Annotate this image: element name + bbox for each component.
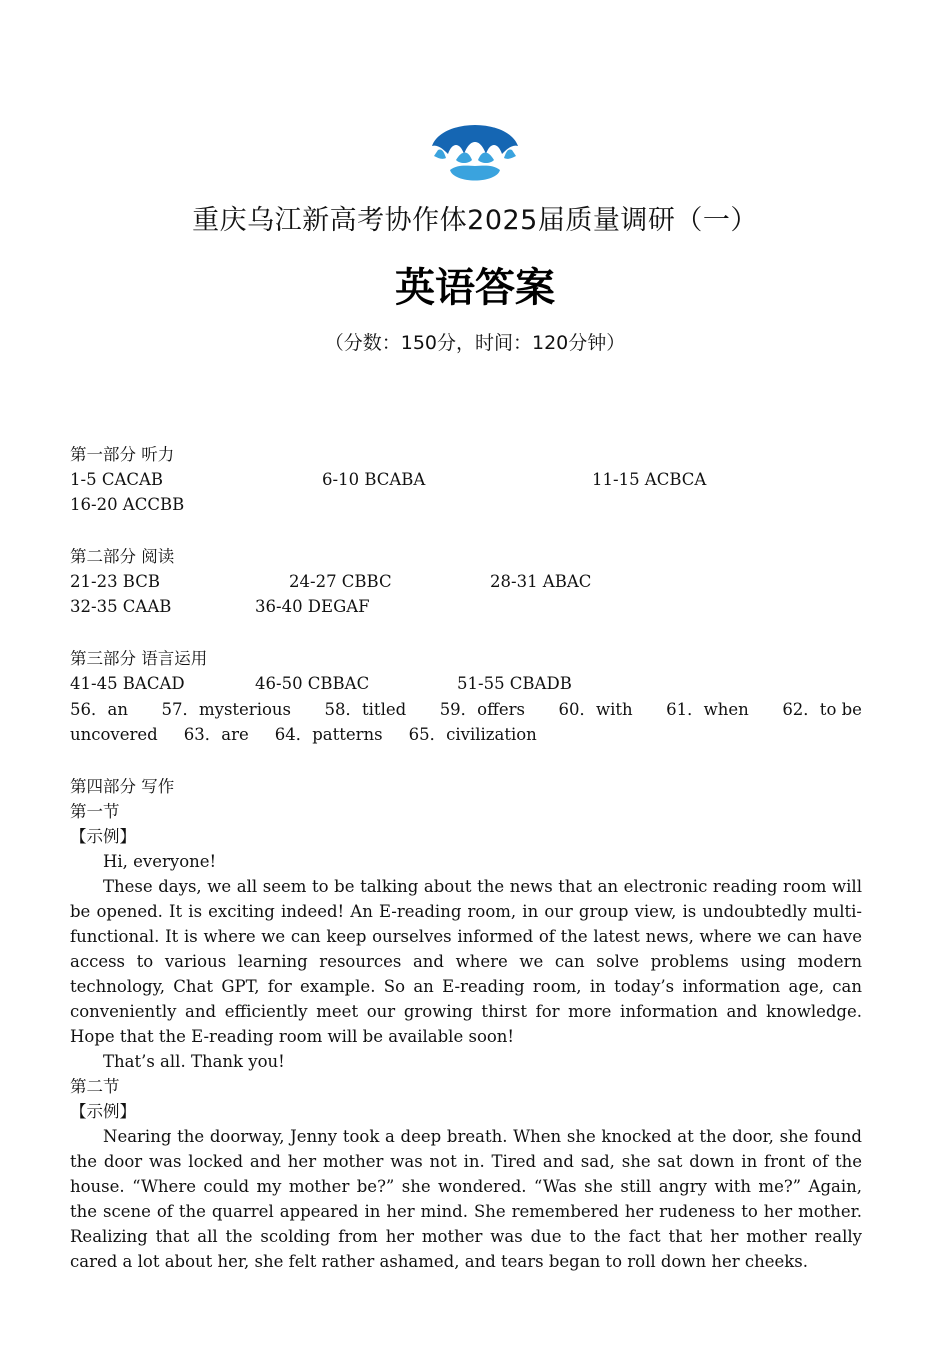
answer-group: 1-5 CACAB [70,470,164,489]
part3-heading: 第三部分 语言运用 [70,649,208,668]
blank-answer: 64．patterns [274,725,383,744]
answer-group: 6-10 BCABA [322,470,426,489]
part2-heading: 第二部分 阅读 [70,547,175,566]
part2-row2 [70,594,862,619]
answer-group: 41-45 BACAD [70,674,185,693]
answer-group: 24-27 CBBC [289,572,392,591]
blanks-row1 [70,697,862,722]
answer-group: 21-23 BCB [70,572,160,591]
answer-group: 16-20 ACCBB [70,495,185,514]
section2-label: 【示例】 [70,1102,136,1121]
page-subtitle: 英语答案 [395,265,555,311]
blank-answer: 56．an [70,700,128,719]
section1-title: 第一节 [70,802,120,821]
part4-heading: 第四部分 写作 [70,777,175,796]
section2-title: 第二节 [70,1077,120,1096]
part1-heading: 第一部分 听力 [70,445,175,464]
answer-group: 46-50 CBBAC [255,674,370,693]
blank-answer: 61．when [666,700,749,719]
part1-row2 [70,492,862,517]
part3-row1 [70,671,862,696]
blank-answer: 59．offers [439,700,525,719]
section1-body: These days, we all seem to be talking about the news that an electronic reading room will be opened. It is exciting indeed! An E-reading room, in our group view, is undoubtedly multi-functional. It is where we can keep ourselves informed of the latest news, where we can have access to various learning resources and where we can solve problems using modern technology, Chat GPT, for example. So an E-reading room, in today’s information age, can conveniently and efficiently meet our growing thirst for more information and knowledge. Hope that the E-reading room will be available soon! [70,877,862,1046]
blank-answer: 58．titled [324,700,407,719]
blank-answer: 65．civilization [408,725,537,744]
page-title: 重庆乌江新高考协作体2025届质量调研（一） [192,205,758,236]
answer-content [70,442,862,1274]
answer-group: 32-35 CAAB [70,597,172,616]
section1-greeting: Hi, everyone! [103,852,217,871]
answer-group: 51-55 CBADB [457,674,572,693]
blank-answer: uncovered [70,725,158,744]
section1-closing: That’s all. Thank you! [103,1052,285,1071]
part1-row1 [70,467,862,492]
blanks-row2 [70,722,862,747]
section2-body: Nearing the doorway, Jenny took a deep breath. When she knocked at the door, she found the door was locked and her mother was not in. Tired and sad, she sat down in front of the house. “Where could my mother be?” she wondered. “Was she still angry with me?” Again, the scene of the quarrel appeared in her mind. She remembered her rudeness to her mother. Realizing that all the scolding from her mother was due to the fact that her mother really cared a lot about her, she felt rather ashamed, and tears began to roll down her cheeks. [70,1127,862,1271]
exam-meta: （分数：150分，时间：120分钟） [324,332,626,354]
blank-answer: 60．with [558,700,633,719]
logo-icon [428,114,522,186]
answer-group: 11-15 ACBCA [592,470,707,489]
section1-label: 【示例】 [70,827,136,846]
part2-row1 [70,569,862,594]
blank-answer: 63．are [183,725,249,744]
blank-answer: 57．mysterious [161,700,292,719]
answer-group: 28-31 ABAC [490,572,592,591]
blank-answer: 62．to be [782,700,862,719]
answer-group: 36-40 DEGAF [255,597,370,616]
